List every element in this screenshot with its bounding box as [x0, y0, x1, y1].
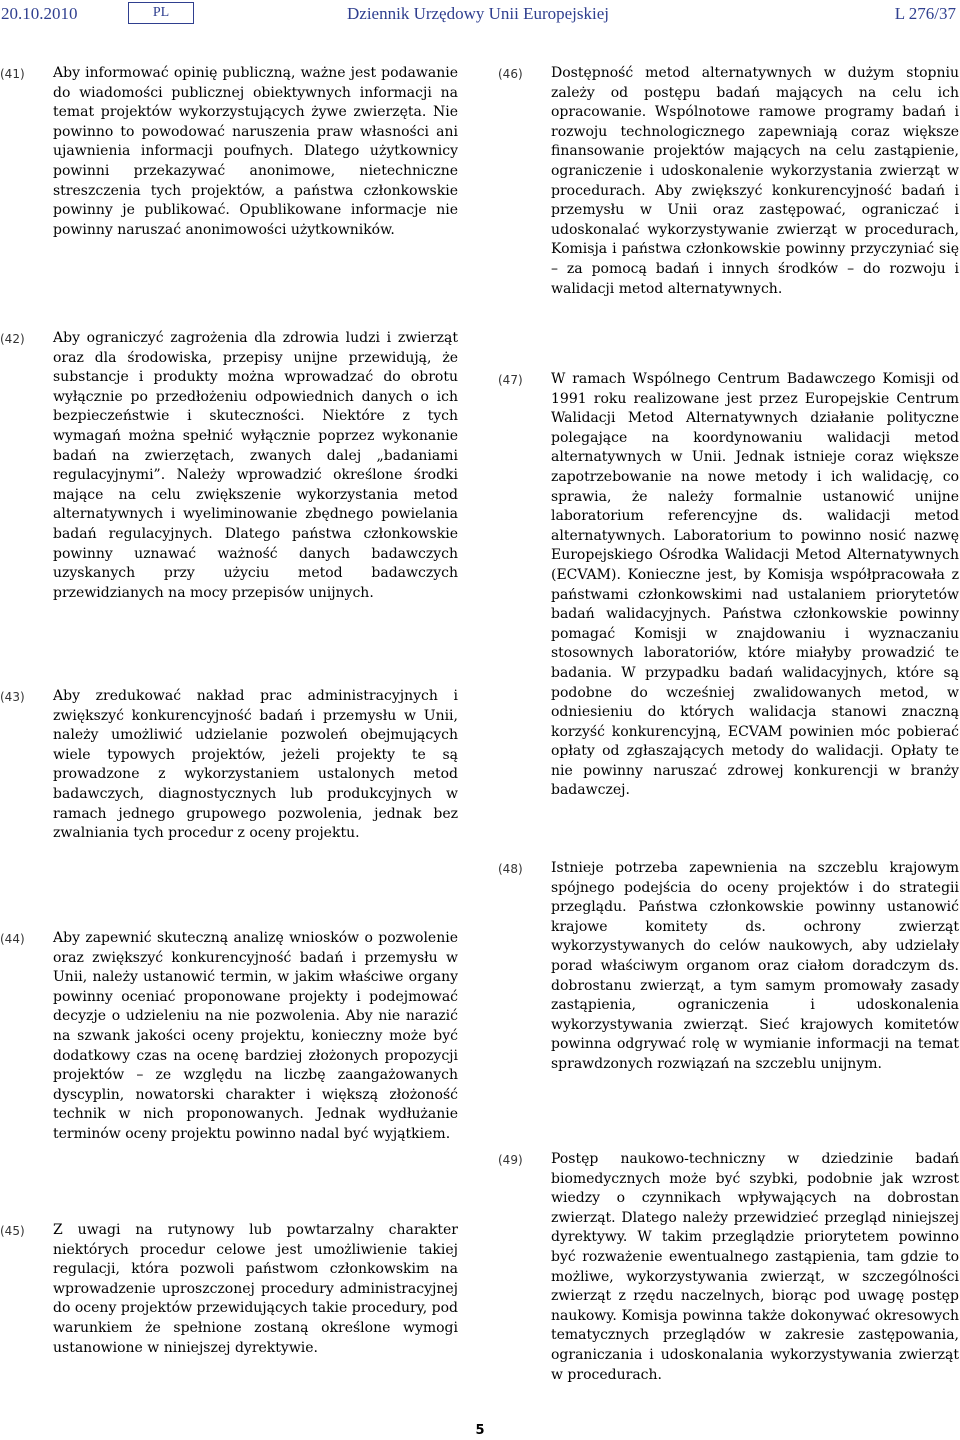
recital-number: (47) [498, 373, 523, 387]
recital-text: Aby informować opinię publiczną, ważne jest podawanie do wiadomości publicznej obiektywnych informacji na temat projektów wykorzystujących żywe zwierzęta. Nie powinno to powodować naruszenia praw własności ani ujawnienia informacji poufnych. Dlatego użytkownicy powinni przekazywać anonimowe, nietechniczne streszczenia tych projektów, a państwa członkowskie powinny je publikować. Opublikowane informacje nie powinny naruszać anonimowości użytkowników. [53, 65, 458, 238]
recital-number: (41) [0, 67, 25, 81]
left-column [0, 0, 470, 1440]
recital-number: (42) [0, 332, 25, 346]
recital-46 [498, 64, 960, 299]
recital-number: (49) [498, 1153, 523, 1167]
recital-text: Postęp naukowo-techniczny w dziedzinie badań biomedycznych może być szybki, podobnie jak wzrost wiedzy o czynnikach wpływających na dobrostan zwierząt. Dlatego należy przewidzieć przegląd niniejszej dyrektywy. W takim przeglądzie priorytetem powinno być rozważenie ewentualnego zastąpienia, tam gdzie to możliwe, wykorzystywania zwierząt, w szczególności zwierząt z rzędu naczelnych, biorąc pod uwagę postęp naukowy. Komisja powinna także dokonywać okresowych tematycznych przeglądów w zakresie zastępowania, ograniczania i udoskonalania wykorzystywania zwierząt w procedurach. [551, 1151, 959, 1383]
recital-text: Aby zredukować nakład prac administracyjnych i zwiększyć konkurencyjność badań i przemysłu w Unii, należy umożliwić udzielanie pozwoleń obejmujących wiele typowych projektów, jeżeli projekty te są prowadzone z wykorzystaniem ustalonych metod badawczych, diagnostycznych lub produkcyjnych w ramach jednego grupowego pozwolenia, jednak bez zwalniania tych procedur z oceny projektu. [53, 688, 458, 842]
recital-text: Dostępność metod alternatywnych w dużym stopniu zależy od postępu badań mających na celu ich opracowanie. Wspólnotowe ramowe programy badań i rozwoju technologicznego zapewniają coraz większe finansowanie projektów mających na celu zastąpienie, ograniczenie i udoskonalenie wykorzystania zwierząt w procedurach. Aby zwiększyć konkurencyjność badań i przemysłu w Unii oraz zastępować, ograniczać i udoskonalać wykorzystywanie zwierząt w procedurach, Komisja i państwa członkowskie powinny przyczyniać się – za pomocą badań i innych środków – do rozwoju i walidacji metod alternatywnych. [551, 65, 959, 297]
language-code-box: PL [128, 2, 194, 24]
recital-text: Aby ograniczyć zagrożenia dla zdrowia ludzi i zwierząt oraz dla środowiska, przepisy unijne przewidują, że substancje i produkty można wprowadzać do obrotu wyłącznie po przedłożeniu odpowiednich danych o ich bezpieczeństwie i skuteczności. Niektóre z tych wymagań można spełnić wyłącznie poprzez wykonanie badań na zwierzętach, zwanych dalej „badaniami regulacyjnymi”. Należy wprowadzić określone środki mające na celu zwiększenie wykorzystania metod alternatywnych i wyeliminowanie zbędnego powielania badań regulacyjnych. Dlatego państwa członkowskie powinny uznawać ważność danych badawczych uzyskanych przy użyciu metod badawczych przewidzianych na mocy przepisów unijnych. [53, 330, 458, 601]
recital-44 [0, 929, 470, 1145]
recital-43 [0, 687, 470, 844]
recital-47 [498, 370, 960, 801]
publication-date: 20.10.2010 [1, 4, 78, 23]
recital-text: W ramach Wspólnego Centrum Badawczego Komisji od 1991 roku realizowane jest przez Europejskie Centrum Walidacji Metod Alternatywnych działanie polityczne polegające na koordynowaniu walidacji metod alternatywnych w Unii. Jednak istnieje coraz większe zapotrzebowanie na nowe metody i ich walidację, co sprawia, że należy formalnie ustanowić unijne laboratorium referencyjne ds. walidacji metod alternatywnych. Laboratorium to powinno nosić nazwę Europejskiego Ośrodka Walidacji Metod Alternatywnych (ECVAM). Konieczne jest, by Komisja współpracowała z państwami członkowskimi nad ustalaniem priorytetów badań walidacyjnych. Państwa członkowskie powinny pomagać Komisji w znajdowaniu i wyznaczaniu stosownych laboratoriów, które miałyby prowadzić te badania. W przypadku badań walidacyjnych, które są podobne do wcześniej zwalidowanych metod, w odniesieniu do których walidacja stanowi znaczną korzyść konkurencyjną, ECVAM powinien móc pobierać opłaty od zgłaszających metody do walidacji. Opłaty te nie powinny naruszać zdrowej konkurencji w branży badawczej. [551, 371, 959, 799]
recital-42 [0, 329, 470, 603]
recital-45 [0, 1221, 470, 1358]
recital-text: Aby zapewnić skuteczną analizę wniosków o pozwolenie oraz zwiększyć konkurencyjność badań i przemysłu w Unii, należy ustanowić termin, w jakim właściwe organy powinny oceniać proponowane projekty i podejmować decyzje o udzieleniu na nie pozwolenia. Aby nie narazić na szwank jakości oceny projektu, konieczny może być dodatkowy czas na ocenę bardziej złożonych propozycji projektów – ze względu na liczbę zaangażowanych dyscyplin, nowatorski charakter i większą złożoność technik w nich proponowanych. Jednak wydłużanie terminów oceny projektu powinno nadal być wyjątkiem. [53, 930, 458, 1142]
recital-49 [498, 1150, 960, 1385]
recital-text: Istnieje potrzeba zapewnienia na szczeblu krajowym spójnego podejścia do oceny projektów i do strategii przeglądu. Państwa członkowskie powinny ustanowić krajowe komitety ds. ochrony zwierząt wykorzystywanych do celów naukowych, aby udzielały porad właściwym organom oraz ciałom doradczym ds. dobrostanu zwierząt, a tym samym promowały zasady zastąpienia, ograniczenia i udoskonalenia wykorzystywania zwierząt. Sieć krajowych komitetów powinna odgrywać rolę w wymianie informacji na temat sprawdzonych rozwiązań na szczeblu unijnym. [551, 860, 959, 1072]
recital-number: (45) [0, 1224, 25, 1238]
recital-41 [0, 64, 470, 240]
recital-number: (48) [498, 862, 523, 876]
recital-48 [498, 859, 960, 1075]
page-number: 5 [475, 1423, 485, 1438]
recital-number: (46) [498, 67, 523, 81]
recital-number: (44) [0, 932, 25, 946]
recital-text: Z uwagi na rutynowy lub powtarzalny charakter niektórych procedur celowe jest umożliwienie takiej regulacji, która pozwoli państwom członkowskim na wprowadzenie uproszczonej procedury administracyjnej do oceny projektów przewidujących takie procedury, pod warunkiem że spełnione zostaną określone wymogi ustanowione w niniejszej dyrektywie. [53, 1222, 458, 1356]
right-column [498, 0, 960, 1440]
page-reference: L 276/37 [894, 4, 956, 23]
recital-number: (43) [0, 690, 25, 704]
journal-title: Dziennik Urzędowy Unii Europejskiej [347, 4, 610, 23]
